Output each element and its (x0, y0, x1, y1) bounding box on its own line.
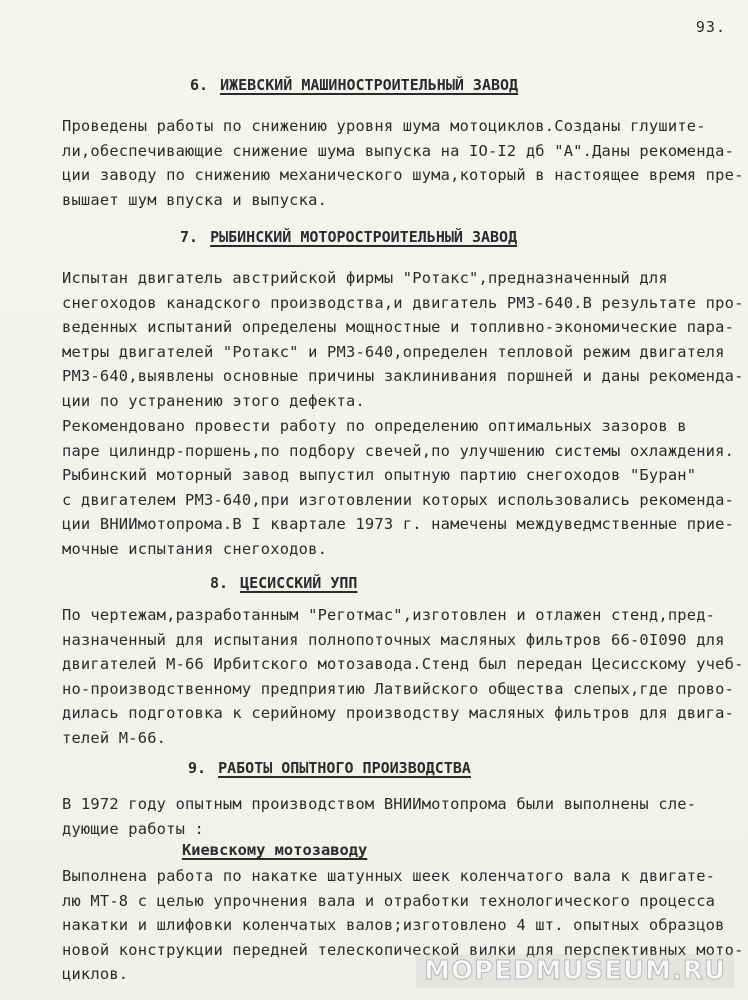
section-number: 8. (210, 574, 229, 592)
text-line: веденных испытаний определены мощностные и топливно-экономические пара- (62, 318, 735, 337)
section-7-paragraph-2 (62, 414, 735, 463)
text-line: снегоходов канадского производства,и двигатель РМЗ-640.В результате про- (62, 293, 744, 312)
page-number: 93. (695, 18, 726, 36)
text-line: Проведены работы по снижению уровня шума мотоциклов.Созданы глушите- (62, 117, 706, 135)
text-line: По чертежам,разработанным "Реготмас",изготовлен и отлажен стенд,пред- (62, 606, 716, 624)
section-8-paragraph-1 (62, 603, 744, 751)
text-line: циклов. (62, 965, 129, 984)
text-line: вышает шум впуска и выпуска. (62, 190, 328, 209)
text-line: телей М-66. (62, 728, 167, 747)
section-9-paragraph-1 (62, 792, 726, 841)
text-line: мочные испытания снегоходов. (62, 539, 328, 558)
section-8-heading (0, 574, 748, 592)
text-line: В 1972 году опытным производством ВНИИмотопрома были выполнены сле- (62, 795, 697, 813)
section-7-paragraph-1 (62, 266, 744, 414)
watermark: MOPEDMUSEUM.RU (416, 954, 734, 988)
text-line: двигателей М-66 Ирбитского мотозавода.Стенд был передан Цесисскому учеб- (62, 655, 744, 674)
section-number: 6. (190, 76, 209, 94)
text-line: с двигателем РМЗ-640,при изготовлении которых использовались рекоменда- (62, 490, 735, 509)
section-6-paragraph-1 (62, 114, 744, 212)
text-line: метры двигателей "Ротакс" и РМЗ-640,определен тепловой режим двигателя (62, 342, 725, 361)
section-7-heading (0, 228, 748, 246)
text-line: РМЗ-640,выявлены основные причины заклинивания поршней и даны рекоменда- (62, 367, 744, 386)
text-line: ли,обеспечивающие снижение шума выпуска на IO-I2 дб "А".Даны рекоменда- (62, 141, 735, 160)
text-line: дилась подготовка к серийному производству масляных фильтров для двига- (62, 704, 735, 723)
section-title: РАБОТЫ ОПЫТНОГО ПРОИЗВОДСТВА (218, 759, 471, 777)
text-line: Испытан двигатель австрийской фирмы "Ротакс",предназначенный для (62, 269, 668, 287)
text-line: назначенный для испытания полнопоточных масляных фильтров 66-0I090 для (62, 630, 725, 649)
text-line: новой конструкции передней телескопической вилки для перспективных мото- (62, 940, 744, 959)
text-line: Выполнена работа по накатке шатунных шеек коленчатого вала к двигате- (62, 867, 716, 885)
section-number: 9. (188, 759, 207, 777)
text-line: лю МТ-8 с целью упрочнения вала и отработки технологического процесса (62, 891, 716, 910)
section-title: ИЖЕВСКИЙ МАШИНОСТРОИТЕЛЬНЫЙ ЗАВОД (220, 76, 519, 94)
text-line: паре цилиндр-поршень,по подбору свечей,по улучшению системы охлаждения. (62, 441, 735, 460)
section-7-paragraph-3 (62, 463, 735, 561)
text-line: ции по устранению этого дефекта. (62, 391, 365, 410)
subsection-heading: Киевскому мотозаводу (182, 841, 368, 859)
text-line: ции ВНИИмотопрома.В I квартале 1973 г. намечены междуведмственные прие- (62, 515, 735, 534)
section-title: ЦЕСИССКИЙ УПП (240, 574, 358, 592)
text-line: ции заводу по снижению механического шума,который в настоящее время пре- (62, 166, 744, 185)
section-number: 7. (180, 228, 199, 246)
section-title: РЫБИНСКИЙ МОТОРОСТРОИТЕЛЬНЫЙ ЗАВОД (210, 228, 518, 246)
text-line: накатки и шлифовки коленчатых валов;изготовлено 4 шт. опытных образцов (62, 916, 725, 935)
text-line: но-производственному предприятию Латвийского общества слепых,где прово- (62, 679, 735, 698)
section-6-heading (0, 76, 748, 94)
text-line: Рыбинский моторный завод выпустил опытную партию снегоходов "Буран" (62, 466, 697, 484)
text-line: дующие работы : (62, 819, 204, 838)
section-9-heading (0, 759, 748, 777)
text-line: Рекомендовано провести работу по определению оптимальных зазоров в (62, 417, 687, 435)
